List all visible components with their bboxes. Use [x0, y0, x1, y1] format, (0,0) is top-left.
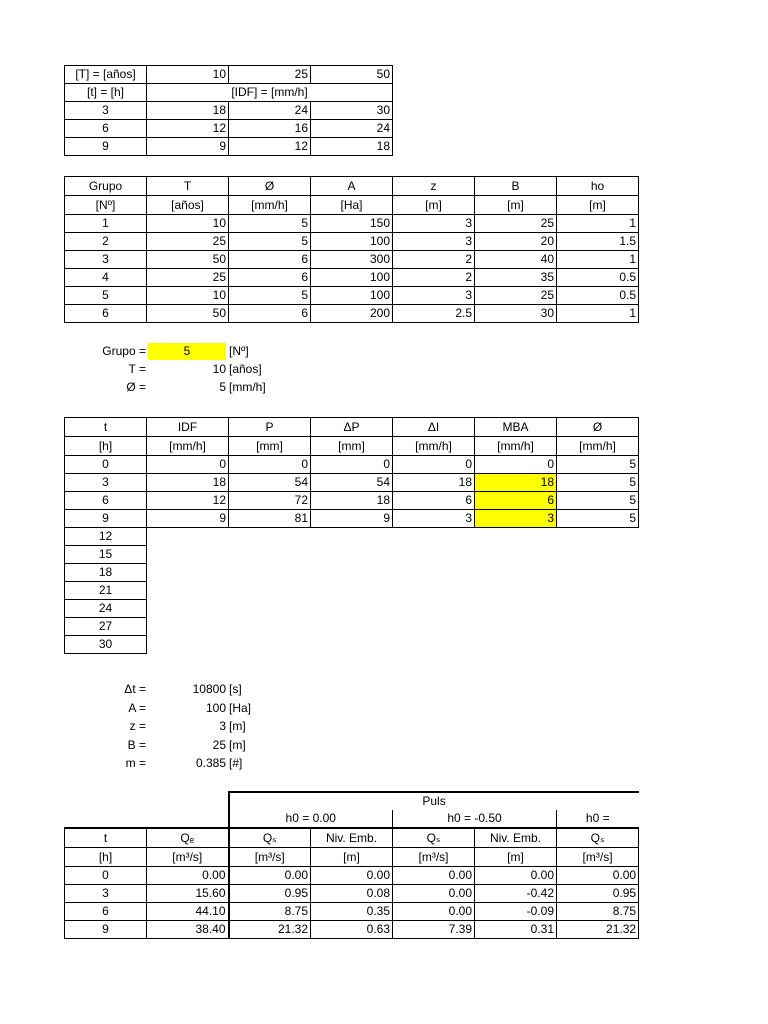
table-row: [65, 618, 639, 636]
cell[interactable]: 6: [229, 269, 311, 287]
cell[interactable]: 50: [311, 66, 393, 84]
h0-c-label[interactable]: h0 =: [557, 810, 639, 828]
col-header[interactable]: ho: [557, 177, 639, 196]
col-header[interactable]: T: [147, 177, 229, 196]
cell[interactable]: 18: [147, 102, 229, 120]
cell[interactable]: 0: [393, 456, 475, 474]
param-unit: [Ha]: [229, 700, 252, 715]
col-header[interactable]: P: [229, 418, 311, 437]
cell[interactable]: 0.00: [311, 867, 393, 885]
table-row: [65, 564, 639, 582]
param-label: m =: [125, 756, 146, 770]
param-val[interactable]: 10800: [192, 682, 226, 696]
cell[interactable]: 8.75: [229, 903, 311, 921]
cell[interactable]: 5: [557, 474, 639, 492]
unit-header[interactable]: [mm]: [229, 437, 311, 456]
idf-label-idf[interactable]: [IDF] = [mm/h]: [147, 84, 393, 102]
cell[interactable]: 3: [393, 510, 475, 528]
cell[interactable]: 3: [393, 287, 475, 305]
table-row: [65, 120, 393, 138]
cell[interactable]: 0.00: [475, 867, 557, 885]
cell[interactable]: 6: [229, 251, 311, 269]
cell[interactable]: 12: [147, 492, 229, 510]
cell[interactable]: 1: [557, 305, 639, 323]
cell[interactable]: 15: [65, 546, 147, 564]
cell[interactable]: 2: [65, 233, 147, 251]
table-row: [65, 528, 639, 546]
cell[interactable]: 0.5: [557, 287, 639, 305]
cell[interactable]: 100: [311, 287, 393, 305]
idf-header-t: [65, 84, 393, 102]
puls-header-row: [65, 828, 639, 848]
col-header[interactable]: Grupo: [65, 177, 147, 196]
col-header[interactable]: Ø: [229, 177, 311, 196]
cell[interactable]: 6: [65, 120, 147, 138]
col-header[interactable]: ΔI: [393, 418, 475, 437]
cell[interactable]: [m³/s]: [557, 848, 639, 867]
cell[interactable]: 12: [229, 138, 311, 156]
cell[interactable]: 25: [147, 233, 229, 251]
cell[interactable]: 0.35: [311, 903, 393, 921]
param-unit: [m]: [229, 737, 246, 752]
param-unit: [s]: [229, 682, 242, 696]
cell[interactable]: t: [65, 828, 147, 848]
param-val[interactable]: 3: [219, 719, 226, 733]
cell[interactable]: 6: [475, 492, 557, 510]
cell[interactable]: 54: [311, 474, 393, 492]
cell[interactable]: 81: [229, 510, 311, 528]
cell[interactable]: 2: [393, 269, 475, 287]
col-header[interactable]: Ø: [557, 418, 639, 437]
puls-title[interactable]: Puls: [229, 792, 639, 810]
cell[interactable]: 25: [147, 269, 229, 287]
cell[interactable]: 27: [65, 618, 147, 636]
param-val[interactable]: 0.385: [195, 756, 226, 770]
cell[interactable]: [m³/s]: [229, 848, 311, 867]
cell[interactable]: Niv. Emb.: [475, 828, 557, 848]
unit-header[interactable]: [m]: [557, 196, 639, 215]
cell[interactable]: 24: [311, 120, 393, 138]
cell[interactable]: [m³/s]: [147, 848, 229, 867]
col-header[interactable]: MBA: [475, 418, 557, 437]
cell[interactable]: 50: [147, 305, 229, 323]
cell[interactable]: 9: [65, 921, 147, 939]
cell[interactable]: 2.5: [393, 305, 475, 323]
cell[interactable]: 0: [147, 456, 229, 474]
idf-label-t[interactable]: [t] = [h]: [65, 84, 147, 102]
unit-header[interactable]: [años]: [147, 196, 229, 215]
col-header[interactable]: B: [475, 177, 557, 196]
col-header[interactable]: t: [65, 418, 147, 437]
cell[interactable]: 6: [65, 492, 147, 510]
cell[interactable]: 5: [65, 287, 147, 305]
table-row: [65, 546, 639, 564]
puls-header-row: [65, 848, 639, 867]
phi-value[interactable]: 5: [219, 380, 226, 394]
cell[interactable]: 9: [311, 510, 393, 528]
col-header[interactable]: ΔP: [311, 418, 393, 437]
T-value[interactable]: 10: [212, 362, 226, 376]
cell[interactable]: 1: [65, 215, 147, 233]
cell[interactable]: 5: [229, 233, 311, 251]
table-row: [65, 287, 639, 305]
table-row: [65, 921, 639, 939]
table-row: [65, 636, 639, 654]
groups-table: [64, 176, 639, 323]
cell[interactable]: 5: [557, 492, 639, 510]
idf-header-T: [65, 66, 393, 84]
cell[interactable]: 8.75: [557, 903, 639, 921]
cell[interactable]: 18: [65, 564, 147, 582]
cell[interactable]: 1: [557, 215, 639, 233]
cell[interactable]: 0.00: [393, 903, 475, 921]
cell[interactable]: 0.95: [229, 885, 311, 903]
unit-header[interactable]: [mm/h]: [557, 437, 639, 456]
cell[interactable]: 21.32: [557, 921, 639, 939]
param-unit: [m]: [229, 719, 246, 733]
calc-table: [64, 417, 639, 654]
param-val[interactable]: 25: [212, 737, 226, 752]
cell[interactable]: 5: [557, 510, 639, 528]
cell[interactable]: 0.00: [557, 867, 639, 885]
param-label: A =: [128, 700, 146, 715]
cell[interactable]: 30: [65, 636, 147, 654]
cell[interactable]: 50: [147, 251, 229, 269]
cell[interactable]: 0: [311, 456, 393, 474]
cell[interactable]: 300: [311, 251, 393, 269]
unit-header[interactable]: [mm/h]: [229, 196, 311, 215]
table-row: [65, 215, 639, 233]
h0-b-label[interactable]: h0 = -0.50: [393, 810, 557, 828]
cell[interactable]: 16: [229, 120, 311, 138]
cell[interactable]: 10: [147, 287, 229, 305]
cell[interactable]: 0.08: [311, 885, 393, 903]
unit-header[interactable]: [mm]: [311, 437, 393, 456]
cell[interactable]: 44.10: [147, 903, 229, 921]
puls-h0-row: [65, 810, 639, 828]
cell[interactable]: 18: [393, 474, 475, 492]
cell[interactable]: 9: [65, 510, 147, 528]
cell[interactable]: 21: [65, 582, 147, 600]
table-row: [65, 492, 639, 510]
cell[interactable]: 1.5: [557, 233, 639, 251]
unit-header[interactable]: [mm/h]: [475, 437, 557, 456]
cell[interactable]: 0: [229, 456, 311, 474]
T-unit: [años]: [229, 362, 262, 376]
cell[interactable]: 35: [475, 269, 557, 287]
cell[interactable]: 10: [147, 66, 229, 84]
table-row: [65, 102, 393, 120]
table-row: [65, 600, 639, 618]
cell[interactable]: 24: [65, 600, 147, 618]
T-label: T =: [128, 362, 146, 376]
cell[interactable]: 40: [475, 251, 557, 269]
cell[interactable]: -0.09: [475, 903, 557, 921]
phi-unit: [mm/h]: [229, 380, 266, 394]
cell[interactable]: 18: [311, 138, 393, 156]
cell[interactable]: 2: [393, 251, 475, 269]
cell[interactable]: 0: [65, 867, 147, 885]
cell[interactable]: [m³/s]: [393, 848, 475, 867]
puls-table: [64, 791, 639, 939]
table-row: [65, 474, 639, 492]
cell[interactable]: 30: [475, 305, 557, 323]
cell[interactable]: 54: [229, 474, 311, 492]
cell[interactable]: 3: [393, 215, 475, 233]
phi-label: Ø =: [126, 380, 146, 394]
param-val[interactable]: 100: [205, 700, 226, 715]
groups-units-row: [65, 196, 639, 215]
unit-header[interactable]: [mm/h]: [147, 437, 229, 456]
h0-a-label[interactable]: h0 = 0.00: [229, 810, 393, 828]
table-row: [65, 456, 639, 474]
cell[interactable]: 5: [557, 456, 639, 474]
unit-header[interactable]: [Nº]: [65, 196, 147, 215]
calc-units-row: [65, 437, 639, 456]
cell[interactable]: 0.00: [393, 885, 475, 903]
cell[interactable]: 21.32: [229, 921, 311, 939]
cell[interactable]: 15.60: [147, 885, 229, 903]
table-row: [65, 885, 639, 903]
param-unit: [#]: [229, 756, 243, 770]
cell[interactable]: 5: [229, 215, 311, 233]
cell[interactable]: [h]: [65, 848, 147, 867]
cell[interactable]: 25: [475, 215, 557, 233]
cell[interactable]: 150: [311, 215, 393, 233]
cell[interactable]: 5: [229, 287, 311, 305]
cell[interactable]: 0.63: [311, 921, 393, 939]
cell[interactable]: 1: [557, 251, 639, 269]
cell[interactable]: 20: [475, 233, 557, 251]
param-label: Δt =: [124, 682, 146, 696]
cell[interactable]: 200: [311, 305, 393, 323]
groups-header-row: [65, 177, 639, 196]
cell[interactable]: -0.42: [475, 885, 557, 903]
cell[interactable]: 6: [65, 903, 147, 921]
cell[interactable]: 0: [475, 456, 557, 474]
cell[interactable]: 100: [311, 233, 393, 251]
idf-label-T[interactable]: [T] = [años]: [65, 66, 147, 84]
unit-header[interactable]: [Ha]: [311, 196, 393, 215]
cell[interactable]: 25: [475, 287, 557, 305]
idf-table: [64, 65, 393, 156]
cell[interactable]: 4: [65, 269, 147, 287]
unit-header[interactable]: [h]: [65, 437, 147, 456]
cell[interactable]: 0.31: [475, 921, 557, 939]
param-label: z =: [129, 719, 146, 733]
cell[interactable]: 3: [65, 474, 147, 492]
table-row: [65, 305, 639, 323]
param-label: B =: [127, 737, 146, 752]
table-row: [65, 233, 639, 251]
grupo-unit: [Nº]: [229, 344, 249, 358]
cell[interactable]: 7.39: [393, 921, 475, 939]
cell[interactable]: 12: [147, 120, 229, 138]
unit-header[interactable]: [mm/h]: [393, 437, 475, 456]
cell[interactable]: [m]: [475, 848, 557, 867]
table-row: [65, 903, 639, 921]
cell[interactable]: 0.00: [147, 867, 229, 885]
cell[interactable]: 3: [65, 102, 147, 120]
table-row: [65, 867, 639, 885]
table-row: [65, 582, 639, 600]
grupo-input[interactable]: 5: [148, 343, 226, 360]
cell[interactable]: Qₑ: [147, 828, 229, 848]
col-header[interactable]: z: [393, 177, 475, 196]
cell[interactable]: 6: [229, 305, 311, 323]
cell[interactable]: 0: [65, 456, 147, 474]
cell[interactable]: 9: [147, 510, 229, 528]
cell[interactable]: 0.5: [557, 269, 639, 287]
cell[interactable]: 3: [393, 233, 475, 251]
cell[interactable]: 25: [229, 66, 311, 84]
col-header[interactable]: A: [311, 177, 393, 196]
cell[interactable]: 18: [475, 474, 557, 492]
table-row: [65, 251, 639, 269]
cell[interactable]: 3: [65, 885, 147, 903]
cell[interactable]: Niv. Emb.: [311, 828, 393, 848]
unit-header[interactable]: [m]: [475, 196, 557, 215]
cell[interactable]: 18: [311, 492, 393, 510]
cell[interactable]: 3: [475, 510, 557, 528]
cell[interactable]: 10: [147, 215, 229, 233]
table-row: [65, 269, 639, 287]
cell[interactable]: 100: [311, 269, 393, 287]
cell[interactable]: 0.00: [229, 867, 311, 885]
cell[interactable]: 24: [229, 102, 311, 120]
cell[interactable]: 6: [393, 492, 475, 510]
cell[interactable]: 72: [229, 492, 311, 510]
cell[interactable]: Qₛ: [229, 828, 311, 848]
cell[interactable]: 6: [65, 305, 147, 323]
cell[interactable]: 0.95: [557, 885, 639, 903]
cell[interactable]: Qₛ: [557, 828, 639, 848]
table-row: [65, 510, 639, 528]
cell[interactable]: 9: [147, 138, 229, 156]
cell[interactable]: 38.40: [147, 921, 229, 939]
cell[interactable]: 12: [65, 528, 147, 546]
cell[interactable]: 30: [311, 102, 393, 120]
cell[interactable]: 0.00: [393, 867, 475, 885]
unit-header[interactable]: [m]: [393, 196, 475, 215]
cell[interactable]: 3: [65, 251, 147, 269]
col-header[interactable]: IDF: [147, 418, 229, 437]
table-row: [65, 138, 393, 156]
grupo-label: Grupo =: [102, 344, 146, 358]
cell[interactable]: 9: [65, 138, 147, 156]
calc-header-row: [65, 418, 639, 437]
cell[interactable]: [m]: [311, 848, 393, 867]
puls-title-row: [65, 792, 639, 810]
cell[interactable]: Qₛ: [393, 828, 475, 848]
cell[interactable]: 18: [147, 474, 229, 492]
